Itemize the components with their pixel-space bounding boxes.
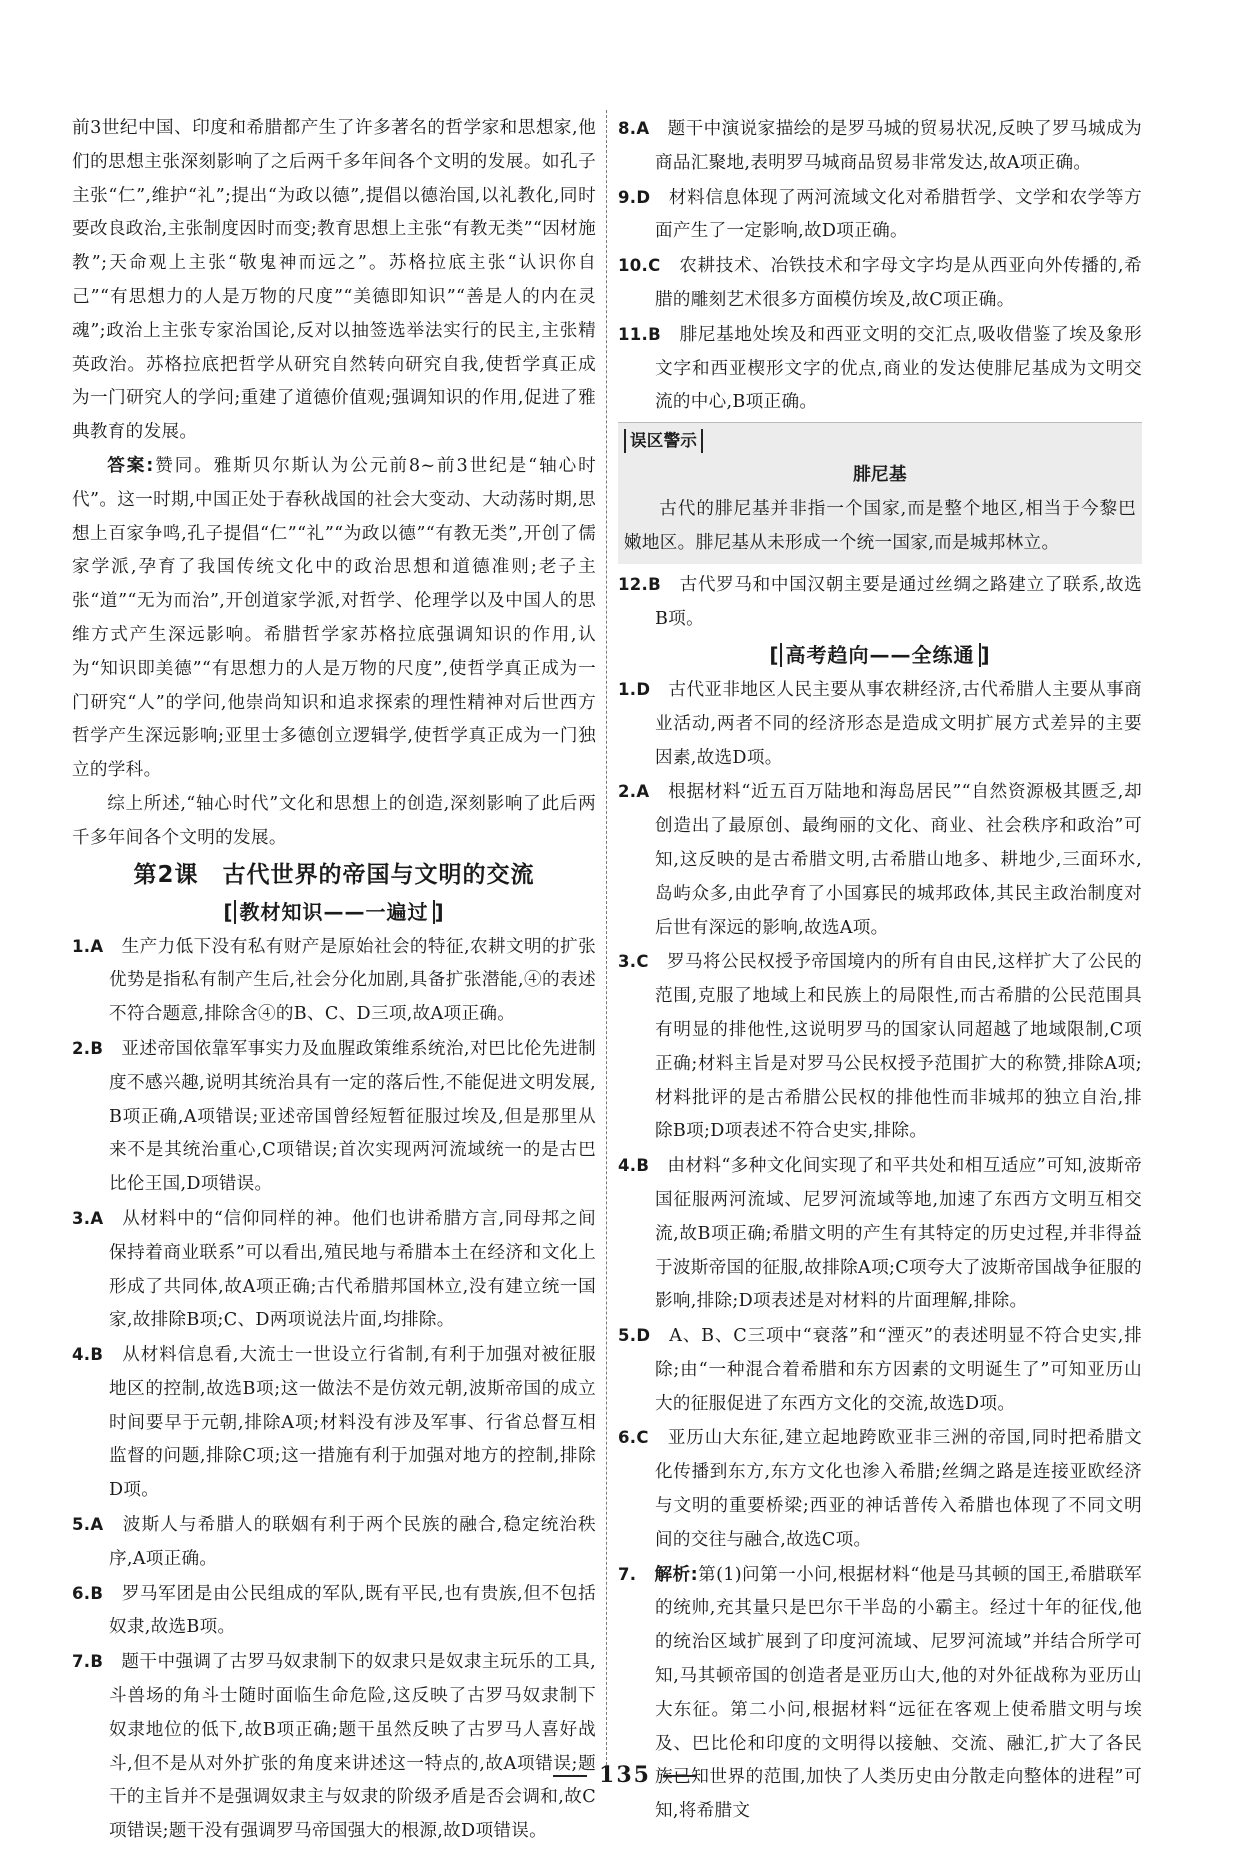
item-text: 波斯人与希腊人的联姻有利于两个民族的融合,稳定统治秩序,A项正确。 [108,1515,596,1569]
answer-item [72,1577,596,1646]
item-number: 1.A [72,936,104,956]
section-heading-exam: [ 高考趋向——全练通 ] [769,642,991,667]
answer-item [618,945,1142,1149]
section-heading-text: 教材知识——一遍过 [234,900,435,924]
paragraph-continued: 前3世纪中国、印度和希腊都产生了许多著名的哲学家和思想家,他们的思想主张深刻影响了之后两千多年间各个文明的发展。如孔子主张“仁”,维护“礼”;提出“为政以德”,提倡以德治国,以礼教化,同时要改良政治,主张制度因时而变;教育思想上主张“有教无类”“因材施教”;天命观上主张“敬鬼神而远之”。苏格拉底主张“认识你自己”“有思想力的人是万物的尺度”“美德即知识”“善是人的内在灵魂”;政治上主张专家治国论,反对以抽签选举法实行的民主,主张精英政治。苏格拉底把哲学从研究自然转向研究自我,使哲学真正成为一门研究人的学问;重建了道德价值观;强调知识的作用,促进了雅典教育的发展。 [72,118,596,443]
answer-item [618,1558,1142,1829]
summary-paragraph: 综上所述,“轴心时代”文化和思想上的创造,深刻影响了此后两千多年间各个文明的发展。 [72,793,596,848]
item-number: 12.B [618,575,662,595]
misconception-tag: 误区警示 [624,429,703,453]
item-number: 10.C [618,256,661,276]
answer-item [72,930,596,1032]
answer-item [618,1319,1142,1421]
answer-item [618,112,1142,181]
item-text: 第(1)问第一小问,根据材料“他是马其顿的国王,希腊联军的统帅,充其量只是巴尔干半岛的小霸主。经过十年的征伐,他的统治区域扩展到了印度河流域、尼罗河流域”并结合所学可知,马其顿帝国的创造者是亚历山大,他的对外征战称为亚历山大东征。第二小问,根据材料“远征在客观上使希腊文明与埃及、巴比伦和印度的文明得以接触、交流、融汇,扩大了各民族已知世界的范围,加快了人类历史由分散走向整体的进程”可知,将希腊文 [654,1564,1142,1822]
item-text: 罗马将公民权授予帝国境内的所有自由民,这样扩大了公民的范围,克服了地域上和民族上的局限性,而古希腊的公民范围具有明显的排他性,这说明罗马的国家认同超越了地域限制,C项正确;材料主旨是对罗马公民权授予范围扩大的称赞,排除A项;材料批评的是古希腊公民权的排他性而非城邦的独立自治,排除B项;D项表述不符合史实,排除。 [654,952,1142,1142]
item-text: 生产力低下没有私有财产是原始社会的特征,农耕文明的扩张优势是指私有制产生后,社会分化加剧,具备扩张潜能,④的表述不符合题意,排除含④的B、C、D三项,故A项正确。 [108,936,596,1025]
answer-item [618,1421,1142,1557]
item-number: 6.B [72,1583,104,1603]
section-heading-textbook: [ 教材知识——一遍过 ] [223,899,445,924]
page-number [0,1762,1250,1788]
analysis-label: 解析: [654,1564,698,1585]
lesson-title: 第2课 古代世界的帝国与文明的交流 [133,861,535,888]
item-text: 罗马军团是由公民组成的军队,既有平民,也有贵族,但不包括奴隶,故选B项。 [108,1583,596,1638]
page-number-dash [553,1775,587,1777]
page-number-text: 135 [599,1762,651,1788]
item-number: 6.C [618,1428,649,1448]
item-text: 题干中强调了古罗马奴隶制下的奴隶只是奴隶主玩乐的工具,斗兽场的角斗士随时面临生命危险,这反映了古罗马奴隶制下奴隶地位的低下,故B项正确;题干虽然反映了古罗马人喜好战斗,但不是从对外扩张的角度来讲述这一特点的,故A项错误;题干的主旨并不是强调奴隶主与奴隶的阶级矛盾是否会调和,故C项错误;题干没有强调罗马帝国强大的根源,故D项错误。 [108,1652,596,1842]
section-heading-text: 高考趋向——全练通 [780,643,981,667]
item-number: 4.B [72,1345,104,1365]
item-text: 从材料中的“信仰同样的神。他们也讲希腊方言,同母邦之间保持着商业联系”可以看出,殖民地与希腊本土在经济和文化上形成了共同体,故A项正确;古代希腊邦国林立,没有建立统一国家,故排除B项;C、D两项说法片面,均排除。 [108,1208,596,1331]
item-text: 材料信息体现了两河流域文化对希腊哲学、文学和农学等方面产生了一定影响,故D项正确。 [654,187,1142,242]
answer-item [618,249,1142,318]
item-text: 根据材料“近五百万陆地和海岛居民”“自然资源极其匮乏,却创造出了最原创、最绚丽的文化、商业、社会秩序和政治”可知,这反映的是古希腊文明,古希腊山地多、耕地少,三面环水,岛屿众多,由此孕育了小国寡民的城邦政体,其民主政治制度对后世有深远的影响,故选A项。 [654,782,1142,938]
item-number: 2.A [618,782,650,802]
item-number: 3.A [72,1208,104,1228]
item-number: 7.B [72,1652,104,1672]
misconception-text: 古代的腓尼基并非指一个国家,而是整个地区,相当于今黎巴嫩地区。腓尼基从未形成一个统一国家,而是城邦林立。 [624,498,1136,553]
item-number: 7. [618,1564,637,1584]
item-text: 腓尼基地处埃及和西亚文明的交汇点,吸收借鉴了埃及象形文字和西亚楔形文字的优点,商业的发达使腓尼基成为文明交流的中心,B项正确。 [654,324,1142,413]
item-text: A、B、C三项中“衰落”和“湮灭”的表述明显不符合史实,排除;由“一种混合着希腊和东方因素的文明诞生了”可知亚历山大的征服促进了东西方文化的交流,故选D项。 [654,1326,1142,1414]
page-number-dash [663,1775,697,1777]
item-number: 3.C [618,952,649,972]
answer-item [618,1149,1142,1319]
item-text: 古代亚非地区人民主要从事农耕经济,古代希腊人主要从事商业活动,两者不同的经济形态是造成文明扩展方式差异的主要因素,故选D项。 [654,679,1142,768]
item-text: 题干中演说家描绘的是罗马城的贸易状况,反映了罗马城成为商品汇聚地,表明罗马城商品贸易非常发达,故A项正确。 [654,119,1142,173]
item-number: 11.B [618,324,662,344]
misconception-title: 腓尼基 [853,464,907,485]
answer-item [618,673,1142,775]
item-number: 9.D [618,187,651,207]
answer-item [618,568,1142,637]
item-text: 亚历山大东征,建立起地跨欧亚非三洲的帝国,同时把希腊文化传播到东方,东方文化也渗入希腊;丝绸之路是连接亚欧经济与文明的重要桥梁;西亚的神话普传入希腊也体现了不同文明间的交往与融合,故选C项。 [654,1428,1142,1550]
answer-item [618,775,1142,945]
answer-paragraph [72,450,596,788]
answer-item [618,181,1142,250]
item-text: 从材料信息看,大流士一世设立行省制,有利于加强对被征服地区的控制,故选B项;这一做法不是仿效元朝,波斯帝国的成立时间要早于元朝,排除A项;材料没有涉及军事、行省总督互相监督的问题,排除C项;这一措施有利于加强对地方的控制,排除D项。 [108,1345,596,1501]
item-number: 4.B [618,1156,650,1176]
item-number: 1.D [618,679,651,699]
item-text: 农耕技术、冶铁技术和字母文字均是从西亚向外传播的,希腊的雕刻艺术很多方面模仿埃及,故C项正确。 [654,256,1142,310]
item-number: 5.D [618,1326,651,1346]
answer-label: 答案: [107,455,154,476]
item-text: 古代罗马和中国汉朝主要是通过丝绸之路建立了联系,故选B项。 [654,575,1142,630]
answer-text: 赞同。雅斯贝尔斯认为公元前8~前3世纪是“轴心时代”。这一时期,中国正处于春秋战国的社会大变动、大动荡时期,思想上百家争鸣,孔子提倡“仁”“礼”“为政以德”“有教无类”,开创了儒家学派,孕育了我国传统文化中的政治思想和道德准则;老子主张“道”“无为而治”,开创道家学派,对哲学、伦理学以及中国人的思维方式产生深远影响。希腊哲学家苏格拉底强调知识的作用,认为“知识即美德”“有思想力的人是万物的尺度”,使哲学真正成为一门研究“人”的学问,他崇尚知识和追求探索的理性精神对后世西方哲学产生深远影响;亚里士多德创立逻辑学,使哲学真正成为一门独立的学科。 [72,455,597,781]
left-column [72,112,597,1842]
answer-item [72,1032,596,1202]
item-text: 由材料“多种文化间实现了和平共处和相互适应”可知,波斯帝国征服两河流域、尼罗河流域等地,加速了东西方文明互相交流,故B项正确;希腊文明的产生有其特定的历史过程,并非得益于波斯帝国的征服,故排除A项;C项夸大了波斯帝国战争征服的影响,排除;D项表述是对材料的片面理解,排除。 [654,1156,1142,1312]
misconception-box [618,422,1142,564]
item-text: 亚述帝国依靠军事实力及血腥政策维系统治,对巴比伦先进制度不感兴趣,说明其统治具有一定的落后性,不能促进文明发展,B项正确,A项错误;亚述帝国曾经短暂征服过埃及,但是那里从来不是其统治重心,C项错误;首次实现两河流域统一的是古巴比伦王国,D项错误。 [108,1038,596,1195]
answer-item [72,1645,596,1849]
answer-item [72,1508,596,1577]
item-number: 8.A [618,119,650,138]
item-number: 2.B [72,1038,104,1058]
item-number: 5.A [72,1515,104,1535]
answer-item [72,1202,596,1338]
answer-item [72,1338,596,1508]
column-divider [606,110,607,1770]
answer-item [618,318,1142,420]
